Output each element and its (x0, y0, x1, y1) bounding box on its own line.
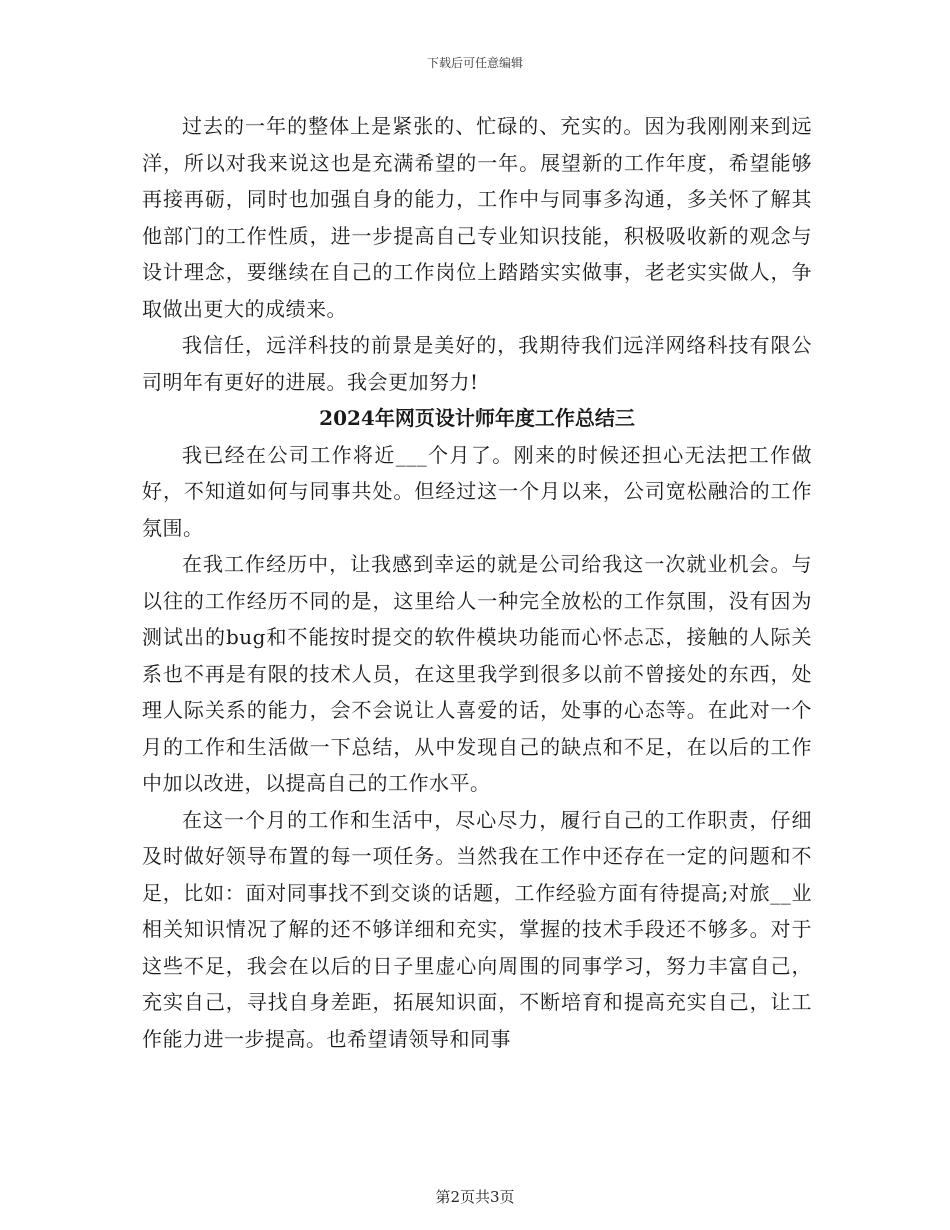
paragraph: 在这一个月的工作和生活中，尽心尽力，履行自己的工作职责，仔细及时做好领导布置的每一项任务。当然我在工作中还存在一定的问题和不足，比如：面对同事找不到交谈的话题，工作经验方面有待提高;对旅__业相关知识情况了解的还不够详细和充实，掌握的技术手段还不够多。对于这些不足，我会在以后的日子里虚心向周围的同事学习，努力丰富自己，充实自己，寻找自身差距，拓展知识面，不断培育和提高充实自己，让工作能力进一步提高。也希望请领导和同事 (142, 807, 812, 1051)
paragraph: 我信任，远洋科技的前景是美好的，我期待我们远洋网络科技有限公司明年有更好的进展。我会更加努力! (142, 333, 812, 394)
paragraph: 过去的一年的整体上是紧张的、忙碌的、充实的。因为我刚刚来到远洋，所以对我来说这也是充满希望的一年。展望新的工作年度，希望能够再接再砺，同时也加强自身的能力，工作中与同事多沟通，多关怀了解其他部门的工作性质，进一步提高自己专业知识技能，积极吸收新的观念与设计理念，要继续在自己的工作岗位上踏踏实实做事，老老实实做人，争取做出更大的成绩来。 (142, 114, 812, 321)
section-title: 2024年网页设计师年度工作总结三 (319, 406, 635, 430)
document-body (142, 108, 812, 1057)
page-number: 第2页共3页 (435, 1188, 515, 1206)
header-note: 下载后可任意编辑 (426, 56, 523, 70)
paragraph: 在我工作经历中，让我感到幸运的就是公司给我这一次就业机会。与以往的工作经历不同的是，这里给人一种完全放松的工作氛围，没有因为测试出的bug和不能按时提交的软件模块功能而心怀忐忑，接触的人际关系也不再是有限的技术人员，在这里我学到很多以前不曾接处的东西，处理人际关系的能力，会不会说让人喜爱的话，处事的心态等。在此对一个月的工作和生活做一下总结，从中发现自己的缺点和不足，在以后的工作中加以改进，以提高自己的工作水平。 (142, 552, 812, 795)
paragraph: 我已经在公司工作将近___个月了。刚来的时候还担心无法把工作做好，不知道如何与同事共处。但经过这一个月以来，公司宽松融洽的工作氛围。 (142, 442, 812, 540)
